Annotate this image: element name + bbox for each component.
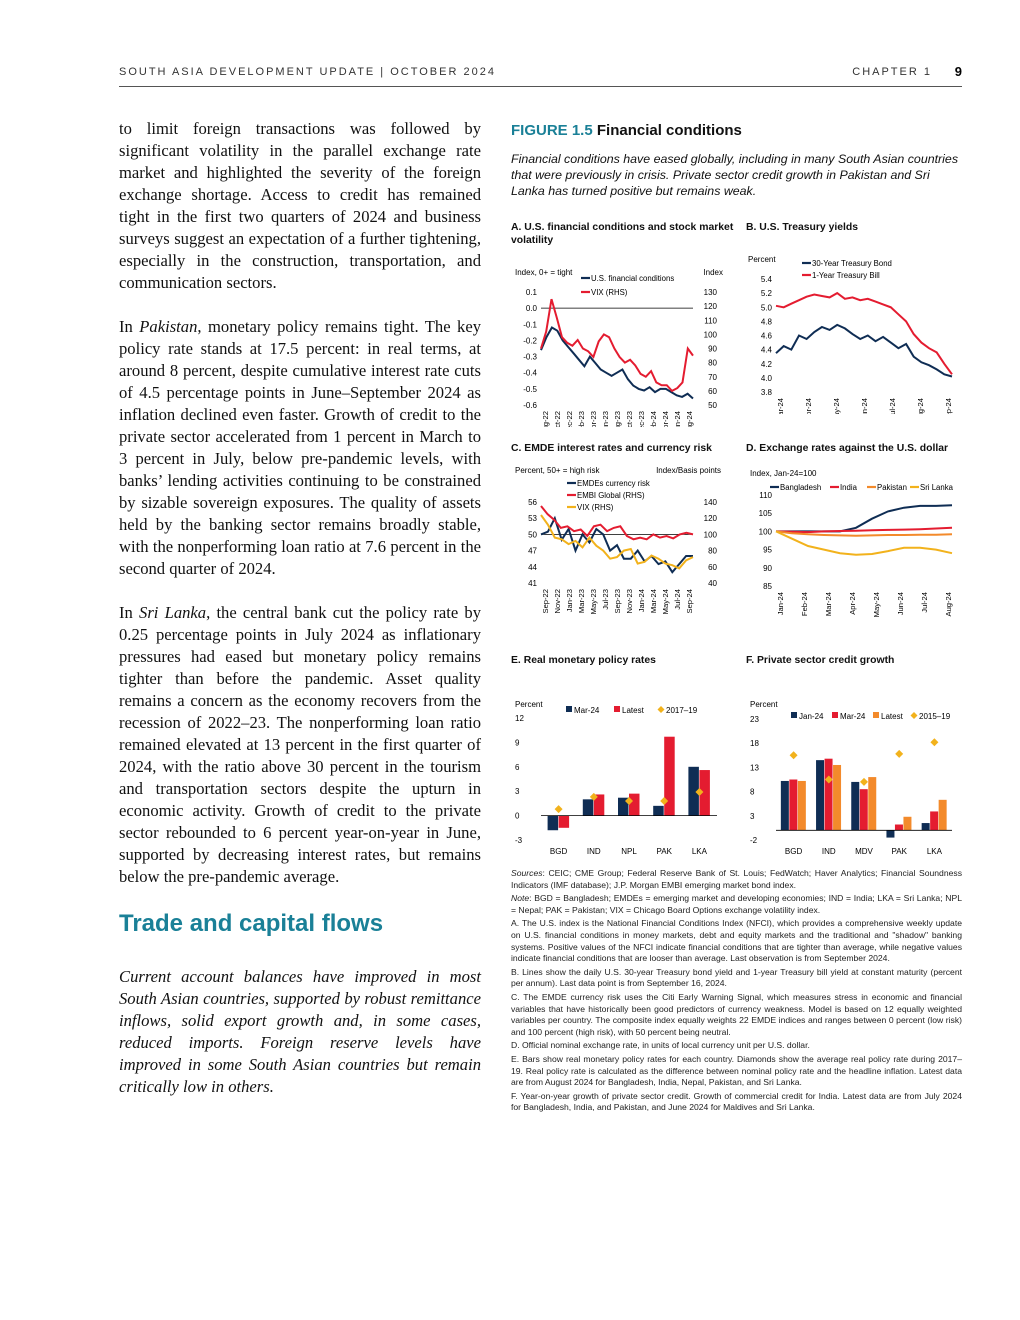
note-b: B. Lines show the daily U.S. 30-year Treasury bond yield and 1-year Treasury bill yield at constant maturity (percent per annum). Last data point is from September 16, 2024.	[511, 966, 962, 989]
legend-label: 1-Year Treasury Bill	[812, 271, 880, 280]
x-tick-label: Sep-23	[613, 589, 622, 614]
y-axis-label: Percent, 50+ = high risk	[515, 466, 600, 475]
x-tick-label: Mar-23	[577, 589, 586, 614]
x-tick-label: IND	[821, 847, 836, 856]
x-tick-label: BGD	[549, 847, 568, 856]
y2-tick-label: 120	[703, 302, 717, 312]
x-tick-label: Feb-24	[800, 592, 809, 617]
diamond-marker	[555, 805, 563, 813]
panel-c-title: C. EMDE interest rates and currency risk	[511, 443, 712, 454]
legend-label: EMBI Global (RHS)	[577, 491, 645, 500]
legend-swatch	[873, 712, 879, 718]
y2-tick-label: 80	[708, 546, 717, 556]
running-header	[119, 64, 962, 87]
x-tick-label: Jul-24	[920, 592, 929, 613]
y-axis-label: Index, 0+ = tight	[515, 268, 573, 277]
y-tick-label: 23	[750, 715, 759, 724]
y-tick-label: -0.6	[523, 401, 537, 410]
x-tick-label: Sep-22	[541, 589, 550, 614]
legend-label: EMDEs currency risk	[577, 479, 650, 488]
y-tick-label: 5.0	[760, 303, 772, 313]
panel-b	[746, 221, 962, 419]
bar-latest	[664, 737, 675, 816]
x-tick-label: Feb-23	[577, 411, 586, 427]
body-paragraph-sri-lanka: In Sri Lanka, the central bank cut the policy rate by 0.25 percentage points in July 2024 as inflationary pressures had eased but monetary policy remains tighter than before the pandemic. Asset quality remains a concern as the economy recovers from the recession of 2022–23. The nonperforming loan ratio remained elevated at 13 percent in the first quarter of 2024, with the ratio above 30 percent in the tourism and transportation sectors despite the upturn in economic activity. Growth of credit to the private sector rebounded to 6 percent year-on-year in June, supported by decreasing interest rates, but remains below the pre-pandemic average.	[119, 603, 482, 886]
y-tick-label: 53	[528, 514, 537, 524]
y-tick-label: 105	[758, 509, 772, 519]
y-tick-label: 4.0	[760, 373, 772, 383]
x-tick-label: May-24	[832, 398, 841, 414]
legend-label: VIX (RHS)	[591, 288, 628, 297]
y-tick-label: 85	[763, 582, 772, 591]
x-tick-label: Aug-24	[916, 398, 925, 414]
x-tick-label: Jan-24	[637, 589, 646, 613]
bar-latest	[833, 765, 841, 830]
x-tick-label: Jun-24	[673, 411, 682, 427]
legend-swatch	[614, 706, 620, 712]
y-tick-label: -0.2	[523, 336, 537, 346]
sources-note: Sources: CEIC; CME Group; Federal Reserve Bank of St. Louis; FedWatch; Haver Analytics; Financial Soundness Indicators (IMF database); J.P. Morgan EMBI emerging market bond index.	[511, 868, 962, 890]
y2-tick-label: 40	[708, 579, 717, 588]
legend-label: Mar-24	[840, 712, 866, 721]
legend-label: Jan-24	[799, 712, 824, 721]
x-tick-label: Jul-24	[673, 589, 682, 610]
bar-latest	[559, 816, 570, 828]
diamond-marker	[895, 750, 903, 758]
series-line-30-year-treasury-bond	[776, 325, 952, 377]
y-tick-label: -0.1	[523, 320, 537, 330]
figure-notes	[511, 868, 962, 1116]
y-tick-label: -0.5	[523, 384, 537, 394]
legend-label: 2017–19	[666, 706, 698, 715]
figure-title	[511, 122, 962, 139]
panel-d-title: D. Exchange rates against the U.S. dollar	[746, 443, 949, 454]
x-tick-label: LKA	[926, 847, 942, 856]
x-tick-label: Mar-24	[776, 398, 785, 414]
x-tick-label: Jul-23	[601, 589, 610, 610]
y-tick-label: 0	[515, 811, 520, 821]
series-line-1-year-treasury-bill	[776, 293, 952, 374]
bar-jan-24	[886, 830, 894, 837]
y-tick-label: 90	[763, 563, 772, 573]
x-tick-label: IND	[586, 847, 601, 856]
y-tick-label: 4.8	[760, 317, 772, 327]
y-tick-label: -2	[750, 836, 758, 845]
y-tick-label: 6	[515, 762, 520, 772]
chart-f	[746, 667, 962, 857]
y2-axis-label: Index	[703, 268, 723, 277]
bar-latest	[903, 817, 911, 831]
y-tick-label: 3.8	[760, 388, 772, 397]
page-number: 9	[954, 64, 962, 79]
x-tick-label: Jan-23	[565, 589, 574, 613]
figure-number: FIGURE 1.5	[511, 122, 593, 139]
panel-f-title: F. Private sector credit growth	[746, 655, 895, 666]
x-tick-label: Sep-24	[685, 589, 694, 614]
publication-title: SOUTH ASIA DEVELOPMENT UPDATE | OCTOBER 2024	[119, 66, 496, 78]
y-tick-label: 13	[750, 763, 759, 773]
x-tick-label: Jan-24	[776, 592, 785, 616]
x-tick-label: Apr-24	[848, 592, 857, 615]
series-line-vix-rhs-	[541, 299, 693, 391]
chart-c	[511, 455, 736, 635]
note-f: F. Year-on-year growth of private sector credit. Growth of commercial credit for India. Latest data are from July 2024 for Bangladesh, India, and Pakistan, and June 2024 for Maldives and Sri Lanka.	[511, 1090, 962, 1113]
x-tick-label: BGD	[784, 847, 803, 856]
y2-tick-label: 130	[703, 288, 717, 297]
y2-tick-label: 90	[708, 344, 717, 354]
y-tick-label: 3	[515, 787, 520, 797]
bar-latest	[629, 794, 640, 816]
x-tick-label: Mar-24	[649, 589, 658, 614]
body-paragraph-pakistan: In Pakistan, monetary policy remains tight. The key policy rate stands at 17.5 percent: in real terms, at around 8 percent, despite cumulative interest rate cuts of 4.5 percentage points in June–September 2024 as inflation declined even faster. Growth of credit to the private sector accelerated from 1 percent in March to 3 percent in July, below pre-pandemic levels, with banks’ lending activities continuing to be constrained by sizable sovereign exposures. The quality of assets held by the banking sector remains broadly stable, with the nonperforming loan ratio at 7.6 percent in the second quarter of 2024.	[119, 317, 481, 578]
y2-tick-label: 60	[708, 562, 717, 572]
x-tick-label: Apr-23	[589, 411, 598, 427]
x-tick-label: Jun-23	[601, 411, 610, 427]
y-tick-label: 5.4	[760, 275, 772, 284]
y-axis-label: Index, Jan-24=100	[750, 469, 817, 478]
y-tick-label: -0.4	[523, 368, 537, 378]
legend-label: U.S. financial conditions	[591, 274, 675, 283]
legend-label: Pakistan	[877, 483, 907, 492]
y-tick-label: 8	[750, 787, 755, 797]
y-tick-label: 0.1	[525, 288, 537, 297]
panel-a	[511, 221, 736, 432]
panel-d	[746, 442, 962, 640]
legend-label: India	[840, 483, 857, 492]
y-tick-label: 5.2	[760, 289, 772, 299]
y-tick-label: -3	[515, 836, 523, 845]
x-tick-label: Oct-22	[553, 411, 562, 427]
legend-label: 2015–19	[919, 712, 951, 721]
x-tick-label: Aug-22	[541, 411, 550, 427]
diamond-marker	[790, 751, 798, 759]
bar-latest	[798, 781, 806, 830]
x-tick-label: Jun-24	[896, 592, 905, 616]
note-text: Note: BGD = Bangladesh; EMDEs = emerging market and developing economies; IND = India; LKA = Sri Lanka; NPL = Nepal; PAK = Pakistan; VIX = Chicago Board Options exchange volatility index.	[511, 893, 962, 915]
y-axis-label: Percent	[748, 255, 776, 264]
y2-tick-label: 140	[703, 498, 717, 507]
chart-d	[746, 455, 962, 635]
x-tick-label: Aug-24	[685, 411, 694, 427]
bar-mar-24	[825, 759, 833, 831]
section-lead: Current account balances have improved in most South Asian countries, supported by robust remittance inflows, solid export growth and, in some cases, reduced imports. Foreign reserve levels have improved in some South Asian countries but remain critically low in others.	[119, 967, 481, 1096]
body-paragraph-1: to limit foreign transactions was followed by significant volatility in the parallel exchange rate market and highlighted the severity of the foreign exchange shortage. Access to credit has remained tight in the first two quarters of 2024 and business surveys suggest an expectation of a further tightening, especially in the construction, transportation, and communication sectors.	[119, 119, 481, 292]
x-tick-label: Jul-24	[888, 398, 897, 414]
section-title: Trade and capital flows	[119, 910, 384, 937]
y-tick-label: 100	[758, 527, 772, 537]
x-tick-label: Apr-24	[804, 398, 813, 414]
y-axis-label: Percent	[515, 700, 543, 709]
x-tick-label: Sep-24	[944, 398, 953, 414]
panel-c	[511, 442, 736, 640]
bar-jan-24	[851, 782, 859, 830]
bar-latest	[939, 800, 947, 830]
y2-tick-label: 80	[708, 358, 717, 368]
x-tick-label: Aug-23	[613, 411, 622, 427]
y-tick-label: 4.6	[760, 331, 772, 341]
figure-subtitle: Financial conditions have eased globally, including in many South Asian countries that were previously in crisis. Private sector credit growth in Pakistan and Sri Lanka has turned positive but remains weak.	[511, 152, 959, 198]
y-tick-label: 0.0	[525, 304, 537, 314]
diamond-marker	[930, 738, 938, 746]
x-tick-label: Nov-23	[625, 589, 634, 614]
figure-title-text: Financial conditions	[596, 122, 742, 139]
x-tick-label: May-24	[661, 589, 670, 615]
y-tick-label: 12	[515, 714, 524, 723]
bar-jan-24	[816, 760, 824, 830]
legend-swatch	[658, 706, 665, 713]
bar-mar-24	[548, 816, 559, 831]
bar-mar-24	[930, 811, 938, 830]
legend-swatch	[832, 712, 838, 718]
y-tick-label: 41	[528, 579, 537, 588]
y-tick-label: 9	[515, 738, 520, 748]
y-axis-label: Percent	[750, 700, 778, 709]
diamond-marker	[860, 778, 868, 786]
chart-e	[511, 667, 736, 857]
x-tick-label: Oct-23	[625, 411, 634, 427]
note-c: C. The EMDE currency risk uses the Citi Early Warning Signal, which measures stress in economic and financial variables that have historically been good predictors of currency weakness. Model is based on 12 equally weighted variables per country. The composite index equally weights 22 EMDE indices and ranges between 0 percent (low risk) and 100 percent (high risk), with 50 percent being neutral.	[511, 991, 962, 1037]
y-tick-label: 47	[528, 546, 537, 556]
bar-mar-24	[789, 780, 797, 831]
figure-header	[511, 118, 962, 199]
x-tick-label: Aug-24	[944, 592, 953, 617]
x-tick-label: Nov-22	[553, 589, 562, 614]
x-tick-label: May-24	[872, 592, 881, 618]
y-tick-label: 4.4	[760, 345, 772, 355]
x-tick-label: PAK	[891, 847, 907, 856]
bar-mar-24	[653, 806, 664, 816]
x-tick-label: Jun-24	[860, 398, 869, 414]
chart-b	[746, 234, 962, 414]
y2-tick-label: 120	[703, 514, 717, 524]
y2-tick-label: 100	[703, 530, 717, 540]
chart-a	[511, 247, 736, 427]
bar-mar-24	[583, 799, 594, 815]
panel-b-title: B. U.S. Treasury yields	[746, 222, 859, 233]
body-column	[119, 118, 481, 1098]
y-tick-label: 4.2	[760, 359, 772, 369]
legend-label: Sri Lanka	[920, 483, 953, 492]
x-tick-label: PAK	[656, 847, 672, 856]
legend-label: Mar-24	[574, 706, 600, 715]
bar-mar-24	[860, 789, 868, 830]
legend-swatch	[566, 706, 572, 712]
y-tick-label: 56	[528, 498, 537, 507]
x-tick-label: MDV	[855, 847, 873, 856]
country-name: Pakistan	[139, 317, 198, 336]
x-tick-label: Mar-24	[824, 592, 833, 617]
bar-jan-24	[922, 823, 930, 830]
panel-e	[511, 654, 736, 862]
y2-tick-label: 70	[708, 372, 717, 382]
chapter-label: CHAPTER 1	[852, 66, 932, 78]
y-tick-label: 44	[528, 562, 537, 572]
x-tick-label: Dec-22	[565, 411, 574, 427]
legend-label: Latest	[622, 706, 644, 715]
panel-f	[746, 654, 962, 862]
x-tick-label: May-23	[589, 589, 598, 615]
x-tick-label: Dec-23	[637, 411, 646, 427]
x-tick-label: Apr-24	[661, 411, 670, 427]
legend-label: 30-Year Treasury Bond	[812, 259, 892, 268]
y-tick-label: 95	[763, 545, 772, 555]
note-d: D. Official nominal exchange rate, in units of local currency unit per U.S. dollar.	[511, 1040, 810, 1051]
y2-tick-label: 50	[708, 401, 717, 410]
legend-swatch	[791, 712, 797, 718]
y-tick-label: 50	[528, 530, 537, 540]
bar-mar-24	[895, 825, 903, 831]
x-tick-label: LKA	[691, 847, 707, 856]
note-e: E. Bars show real monetary policy rates for each country. Diamonds show the average real policy rate during 2017–19. Real policy rate is calculated as the difference between nominal policy rate and the headline inflation. Latest data are from August 2024 for Bangladesh, India, Nepal, Pakistan, and Sri Lanka.	[511, 1053, 962, 1088]
series-line-bangladesh	[776, 505, 952, 531]
y2-tick-label: 60	[708, 386, 717, 396]
series-line-vix-rhs-	[541, 515, 693, 568]
legend-swatch	[911, 712, 918, 719]
y-tick-label: 18	[750, 739, 759, 749]
note-a: A. The U.S. index is the National Financial Conditions Index (NFCI), which provides a comprehensive weekly update on U.S. financial conditions in money markets, debt and equity markets and the traditional and "shadow" banking systems. Positive values of the NFCI indicate financial conditions that are tighter than average, while negative values indicate financial conditions that are looser than average. Last observation is from September 2024.	[511, 918, 962, 964]
x-tick-label: NPL	[621, 847, 637, 856]
y-tick-label: 3	[750, 811, 755, 821]
panel-e-title: E. Real monetary policy rates	[511, 655, 656, 666]
series-line-india	[776, 528, 952, 532]
y2-tick-label: 110	[704, 316, 717, 326]
country-name: Sri Lanka	[139, 603, 207, 622]
y-tick-label: -0.3	[523, 352, 537, 362]
y2-tick-label: 100	[703, 330, 717, 340]
bar-latest	[868, 777, 876, 830]
legend-label: Latest	[881, 712, 903, 721]
y2-axis-label: Index/Basis points	[656, 466, 721, 475]
legend-label: Bangladesh	[780, 483, 822, 492]
y-tick-label: 110	[759, 491, 772, 500]
x-tick-label: Feb-24	[649, 411, 658, 427]
panel-a-title: A. U.S. financial conditions and stock market volatility	[511, 222, 734, 246]
bar-jan-24	[781, 781, 789, 830]
legend-label: VIX (RHS)	[577, 503, 614, 512]
